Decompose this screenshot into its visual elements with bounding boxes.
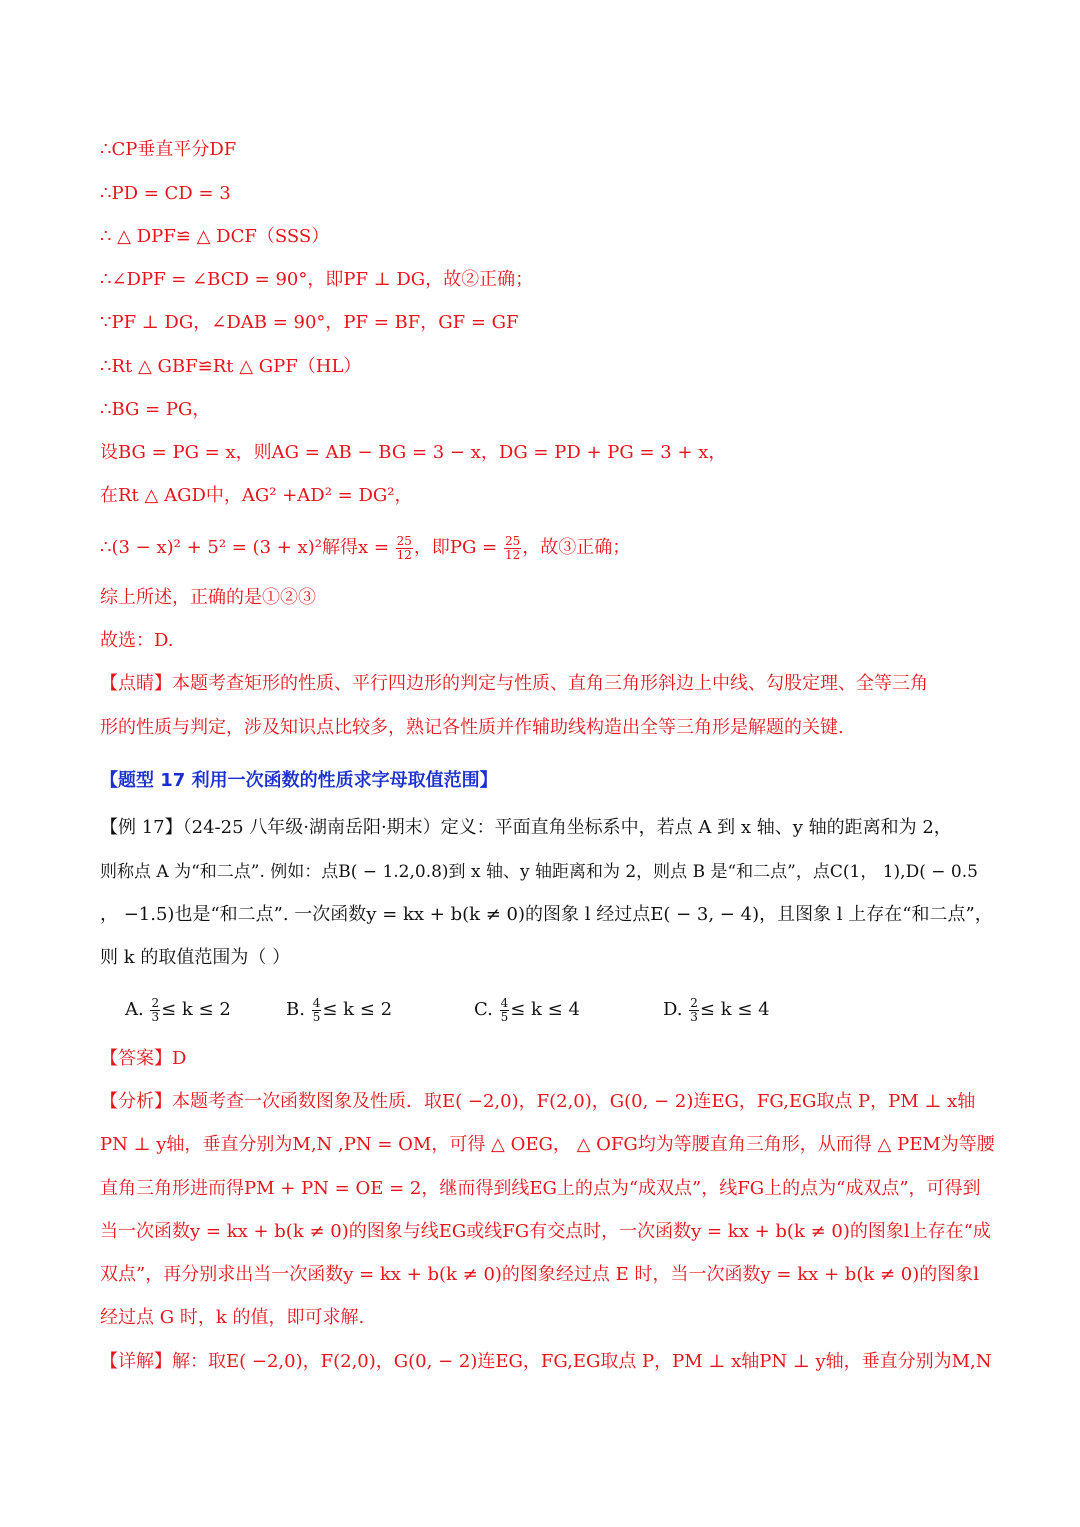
analysis-line: 双点”，再分别求出当一次函数y = kx + b(k ≠ 0)的图象经过点 E 时，当一次函数y = kx + b(k ≠ 0)的图象l (100, 1264, 979, 1285)
solution-line: ∵PF ⊥ DG，∠DAB = 90°，PF = BF，GF = GF (100, 312, 519, 333)
option-expression: ≤ k ≤ 4 (699, 999, 770, 1020)
fraction-denominator: 12 (504, 547, 521, 562)
fraction (396, 535, 413, 562)
solution-line: 设BG = PG = x，则AG = AB − BG = 3 − x，DG = PD + PG = 3 + x， (100, 442, 727, 463)
example-line: 则称点 A 为“和二点”. 例如：点B( − 1.2,0.8)到 x 轴、y 轴距离和为 2，则点 B 是“和二点”，点C(1， 1),D( − 0.5 (100, 862, 978, 882)
fraction-denominator: 5 (312, 1009, 321, 1024)
comment-line: 【点睛】本题考查矩形的性质、平行四边形的判定与性质、直角三角形斜边上中线、勾股定理、全等三角 (100, 673, 928, 694)
comment-line: 形的性质与判定，涉及知识点比较多，熟记各性质并作辅助线构造出全等三角形是解题的关键. (100, 717, 844, 738)
solve-mid: ，即PG = (413, 537, 503, 558)
analysis-line: 当一次函数y = kx + b(k ≠ 0)的图象与线EG或线FG有交点时，一次函数y = kx + b(k ≠ 0)的图象l上存在“成 (100, 1221, 991, 1242)
detail-line: 【详解】解：取E( −2,0)，F(2,0)，G(0, − 2)连EG，FG,EG取点 P，PM ⊥ x轴PN ⊥ y轴，垂直分别为M,N (100, 1351, 992, 1372)
fraction-denominator: 3 (151, 1009, 160, 1024)
fraction-numerator: 2 (690, 995, 698, 1010)
example-line: 【例 17】（24-25 八年级·湖南岳阳·期末）定义：平面直角坐标系中，若点 A 到 x 轴、y 轴的距离和为 2， (100, 817, 952, 838)
analysis-line: 【分析】本题考查一次函数图象及性质．取E( −2,0)，F(2,0)，G(0, − 2)连EG，FG,EG取点 P，PM ⊥ x轴 (100, 1091, 976, 1112)
solution-line: ∴CP垂直平分DF (100, 139, 237, 160)
solve-suffix: ，故③正确； (522, 537, 631, 558)
option-b (286, 990, 392, 1030)
option-label: B. (286, 999, 305, 1020)
fraction-numerator: 2 (151, 995, 160, 1010)
summary-line: 综上所述，正确的是①②③ (100, 587, 316, 608)
analysis-line: 经过点 G 时，k 的值，即可求解. (100, 1307, 365, 1328)
option-label: A. (125, 999, 144, 1020)
solution-line: ∴Rt △ GBF≌Rt △ GPF（HL） (100, 356, 362, 377)
option-expression: ≤ k ≤ 4 (510, 999, 580, 1020)
example-line: ， −1.5)也是“和二点”. 一次函数y = kx + b(k ≠ 0)的图象 l 经过点E( − 3, − 4)，且图象 l 上存在“和二点”， (100, 904, 993, 925)
analysis-line: 直角三角形进而得PM + PN = OE = 2，继而得到线EG上的点为“成双点”，线FG上的点为“成双点”，可得到 (100, 1178, 981, 1199)
option-expression: ≤ k ≤ 2 (161, 999, 231, 1020)
fraction-numerator: 4 (500, 995, 509, 1010)
option-label: C. (474, 999, 493, 1020)
fraction-denominator: 12 (396, 547, 412, 562)
section-title: 【题型 17 利用一次函数的性质求字母取值范围】 (100, 770, 498, 791)
example-line: 则 k 的取值范围为（ ） (100, 947, 291, 968)
option-label: D. (663, 999, 683, 1020)
fraction (312, 997, 322, 1024)
fraction (504, 535, 521, 562)
solution-line: 在Rt △ AGD中，AG² +AD² = DG²， (100, 485, 413, 506)
solution-line: ∴ △ DPF≌ △ DCF（SSS） (100, 226, 330, 247)
fraction (500, 997, 510, 1024)
solve-prefix: ∴(3 − x)² + 5² = (3 + x)²解得x = (100, 537, 395, 558)
option-expression: ≤ k ≤ 2 (322, 999, 393, 1020)
fraction (150, 997, 160, 1024)
fraction-denominator: 5 (500, 1009, 509, 1024)
fraction-numerator: 25 (504, 533, 521, 548)
fraction-numerator: 4 (312, 995, 321, 1010)
solution-line: ∴PD = CD = 3 (100, 183, 231, 204)
solution-line: ∴BG = PG， (100, 399, 211, 420)
option-d (663, 990, 770, 1030)
choice-line: 故选：D. (100, 630, 174, 651)
option-c (474, 990, 580, 1030)
fraction-denominator: 3 (690, 1009, 698, 1024)
fraction (689, 997, 699, 1024)
option-a (125, 990, 231, 1030)
analysis-line: PN ⊥ y轴，垂直分别为M,N ,PN = OM，可得 △ OEG， △ OFG均为等腰直角三角形，从而得 △ PEM为等腰 (100, 1134, 995, 1155)
fraction-numerator: 25 (396, 533, 412, 548)
solution-line: ∴∠DPF = ∠BCD = 90°，即PF ⊥ DG，故②正确； (100, 269, 534, 290)
answer-options (0, 990, 1080, 1030)
answer-line: 【答案】D (100, 1048, 187, 1069)
solve-equation-line (100, 532, 1000, 564)
